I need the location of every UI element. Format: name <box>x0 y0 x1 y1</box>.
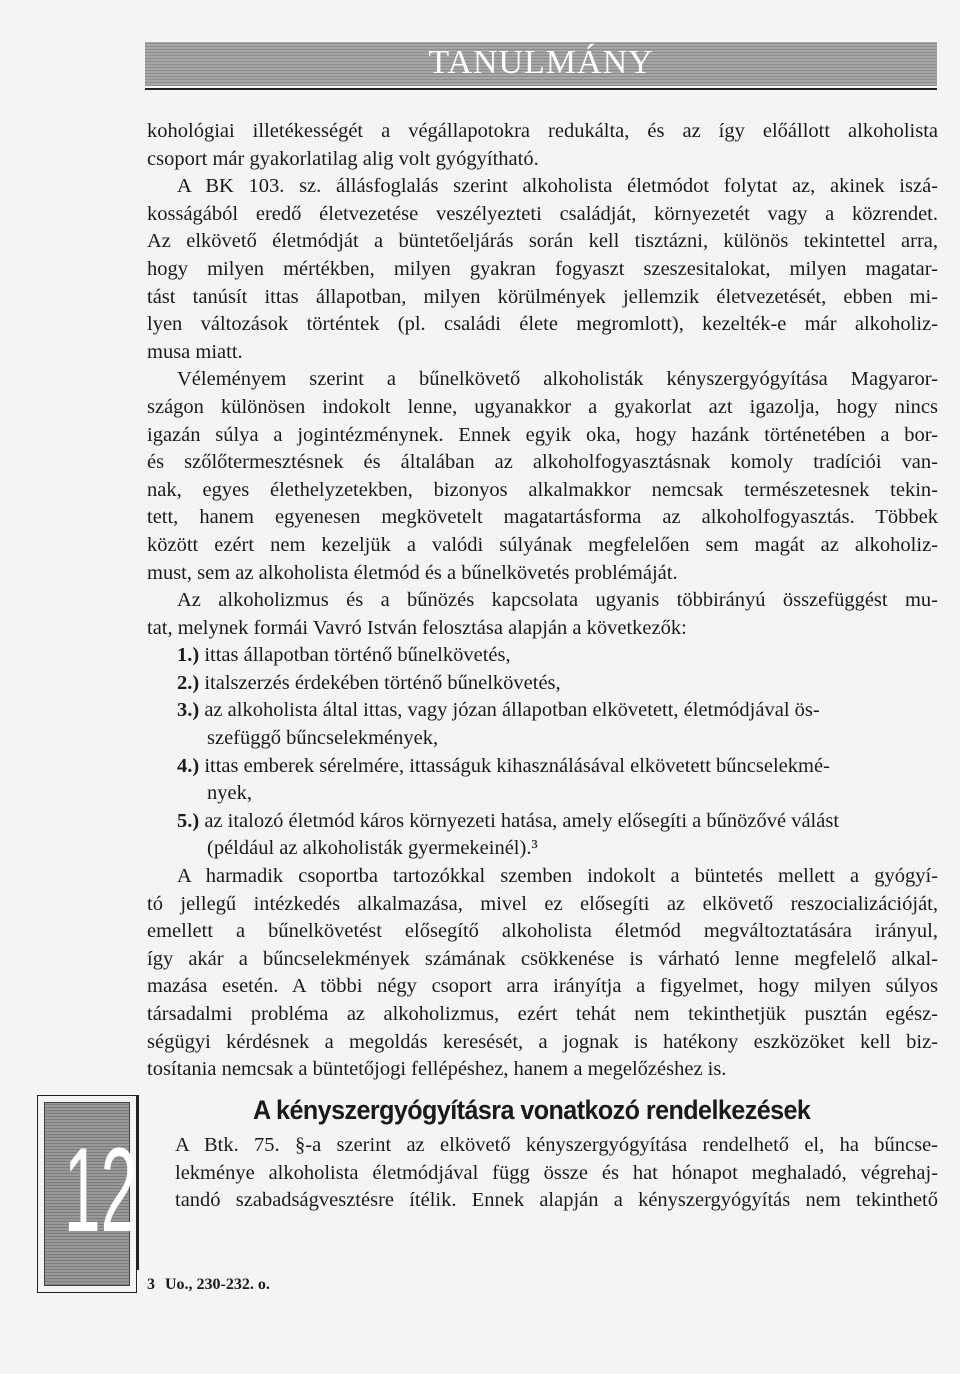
list-item-number: 2.) <box>177 671 200 694</box>
body-line: ségügyi kérdésnek a megoldás keresését, a jognak is hatékony eszközöket kell biz- <box>147 1030 938 1053</box>
body-line: tat, melynek formái Vavró István felosztása alapján a következők: <box>147 616 687 639</box>
list-item-text: (például az alkoholisták gyermekeinél).³ <box>207 837 538 860</box>
body-line: között ezért nem kezeljük a valódi súlyának megfelelően sem magát az alkoholiz- <box>147 533 938 556</box>
body-line: tosítania nemcsak a büntetőjogi fellépéshez, hanem a megelőzéshez is. <box>147 1058 727 1081</box>
body-line: A BK 103. sz. állásfoglalás szerint alkoholista életmódot folytat az, akinek iszá- <box>177 175 938 198</box>
section-heading: A kényszergyógyításra vonatkozó rendelkezések <box>253 1095 811 1125</box>
footnote-mark: 3 <box>147 1276 155 1293</box>
body-line: hogy milyen mértékben, milyen gyakran fogyaszt szeszesitalokat, milyen magatar- <box>147 257 938 280</box>
body-line: must, sem az alkoholista életmód és a bűnelkövetés problémáját. <box>147 561 678 584</box>
list-item-text: ittas állapotban történő bűnelkövetés, <box>204 644 511 667</box>
header-band <box>145 42 937 86</box>
list-item <box>147 780 938 808</box>
list-item-number: 3.) <box>177 699 200 722</box>
body-line: kosságából eredő életvezetése veszélyezteti családját, környezetét vagy a közrendet. <box>147 202 938 225</box>
body-line: A harmadik csoportba tartozókkal szemben indokolt a büntetés mellett a gyógyí- <box>177 865 938 888</box>
list-item-number: 1.) <box>177 644 200 667</box>
body-line: lyen változások történtek (pl. családi élete megromlott), kezelték-e már alkoholiz- <box>147 313 938 336</box>
body-line: tett, hanem egyenesen megkövetelt magatartásforma az alkoholfogyasztás. Többek <box>147 506 938 529</box>
body-line: tást tanúsít ittas állapotban, milyen körülmények jellemzik életvezetését, ebben mi- <box>147 285 938 308</box>
list-item-text: az alkoholista által ittas, vagy józan állapotban elkövetett, életmódjával ös- <box>204 699 820 722</box>
margin-rule <box>137 1095 139 1270</box>
header-rule <box>145 88 937 90</box>
body-line: nak, egyes élethelyzetekben, bizonyos alkalmakkor nemcsak természetesnek tekin- <box>147 478 938 501</box>
list-item <box>147 670 938 698</box>
list-item-number: 5.) <box>177 809 200 832</box>
list-item-text: az italozó életmód káros környezeti hatása, amely elősegíti a bűnözővé válást <box>204 809 840 832</box>
body-line: Az elkövető életmódját a büntetőeljárás során kell tisztázni, különös tekintettel arra, <box>147 230 938 253</box>
body-line: mazása esetén. A többi négy csoport arra irányítja a figyelmet, hogy milyen súlyos <box>147 975 938 998</box>
body-line: Véleményem szerint a bűnelkövető alkoholisták kényszergyógyítása Magyaror- <box>177 368 938 391</box>
footnote <box>147 1276 280 1294</box>
body-line: szágon különösen indokolt lenne, ugyanakkor a gyakorlat azt igazolja, hogy nincs <box>147 395 938 418</box>
body-line: Az alkoholizmus és a bűnözés kapcsolata ugyanis többirányú összefüggést mu- <box>177 589 938 612</box>
body-line: csoport már gyakorlatilag alig volt gyógyítható. <box>147 147 539 170</box>
header-title: TANULMÁNY <box>428 44 654 81</box>
body-line: társadalmi probléma az alkoholizmus, ezért tehát nem tekinthetjük pusztán egész- <box>147 1003 938 1025</box>
body-line: igazán súlya a jogintézménynek. Ennek egyik oka, hogy hazánk történetében a bor- <box>147 423 938 446</box>
section-line: lekménye alkoholista életmódjával függ össze és hat hónapot meghaladó, végrehaj- <box>175 1161 938 1184</box>
list-item <box>147 753 938 781</box>
list-item-text: szefüggő bűncselekmények, <box>207 727 439 750</box>
body-line: kohológiai illetékességét a végállapotokra redukálta, és az így előállott alkoholista <box>147 120 938 142</box>
section-line: tandó szabadságvesztésre ítélik. Ennek alapján a kényszergyógyítás nem tekinthető <box>175 1189 938 1212</box>
body-line: tó jellegű intézkedés alkalmazása, mivel ez elősegíti az elkövető reszocializációját, <box>147 892 938 915</box>
footnote-text: Uo., 230-232. o. <box>165 1276 270 1293</box>
list-item-text: nyek, <box>207 782 252 805</box>
page-number-tab-inner <box>44 1102 138 1286</box>
list-item <box>147 642 938 670</box>
list-item <box>147 835 938 863</box>
section-line: A Btk. 75. §-a szerint az elkövető kényszergyógyítása rendelhető el, ha bűncse- <box>175 1134 938 1156</box>
list-item <box>147 808 938 836</box>
list-item-text: ittas emberek sérelmére, ittasságuk kihasználásával elkövetett bűncselekmé- <box>204 754 830 777</box>
list-item-text: italszerzés érdekében történő bűnelkövetés, <box>204 671 561 694</box>
body-line: musa miatt. <box>147 340 243 363</box>
section-body <box>175 1132 938 1215</box>
list-item <box>147 725 938 753</box>
page-number-tab <box>37 1095 137 1293</box>
page-number: 12 <box>63 1123 138 1257</box>
list-item <box>147 697 938 725</box>
body-line: így akár a bűncselekmények számának csökkenése is várható lenne megfelelő alkal- <box>147 947 938 970</box>
body-line: és szőlőtermesztésnek és általában az alkoholfogyasztásnak komoly tradíciói van- <box>147 451 938 474</box>
list-item-number: 4.) <box>177 754 200 777</box>
body-line: emellett a bűnelkövetést elősegítő alkoholista életmód megváltoztatására irányul, <box>147 920 938 943</box>
article-body <box>147 118 938 1084</box>
